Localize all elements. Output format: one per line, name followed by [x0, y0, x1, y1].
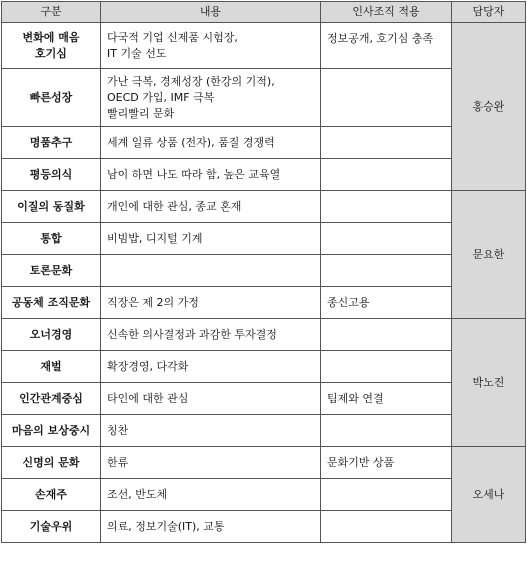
content-cell [101, 351, 321, 383]
content-line: OECD 가입, IMF 극복 [107, 90, 215, 104]
hr-application-cell [321, 191, 452, 223]
category-label: 명품추구 [29, 135, 73, 149]
hr-application-cell [321, 223, 452, 255]
category-cell [2, 69, 101, 127]
table-body [2, 23, 526, 543]
table-row [2, 159, 526, 191]
category-cell [2, 479, 101, 511]
header-manager: 담당자 [452, 2, 526, 23]
table-row [2, 415, 526, 447]
category-label: 평등의식 [29, 167, 73, 181]
manager-cell: 박노진 [452, 319, 526, 447]
table-row [2, 511, 526, 543]
category-label: 오너경영 [29, 327, 73, 341]
manager-cell: 문요한 [452, 191, 526, 319]
hr-application-cell: 종신고용 [321, 287, 452, 319]
content-line: 가난 극복, 경제성장 (한강의 기적), [107, 74, 275, 88]
category-cell [2, 319, 101, 351]
table-row [2, 255, 526, 287]
content-line: 한류 [107, 455, 129, 469]
header-row [2, 2, 526, 23]
content-line: IT 기술 선도 [107, 46, 167, 60]
hr-application-cell [321, 479, 452, 511]
table-row [2, 383, 526, 415]
category-label: 공동체 조직문화 [11, 295, 91, 309]
category-label: 마음의 보상중시 [11, 423, 91, 437]
content-cell [101, 415, 321, 447]
content-line: 빨리빨리 문화 [107, 106, 175, 120]
category-cell [2, 127, 101, 159]
header-category: 구분 [2, 2, 101, 23]
content-line: 비빔밥, 디지털 기계 [107, 231, 203, 245]
content-line: 칭찬 [107, 423, 129, 437]
table-row [2, 287, 526, 319]
hr-application-cell [321, 415, 452, 447]
table-row [2, 351, 526, 383]
content-cell [101, 191, 321, 223]
hr-application-cell [321, 159, 452, 191]
culture-table [1, 1, 526, 543]
category-label: 인간관계중심 [19, 391, 83, 405]
category-cell [2, 287, 101, 319]
category-label: 재벌 [40, 359, 62, 373]
content-cell [101, 511, 321, 543]
content-cell [101, 69, 321, 127]
hr-application-cell: 정보공개, 호기심 충족 [321, 23, 452, 69]
category-cell [2, 383, 101, 415]
category-cell [2, 255, 101, 287]
content-line: 개인에 대한 관심, 종교 혼재 [107, 199, 242, 213]
header-hr-application: 인사조직 적용 [321, 2, 452, 23]
content-line: 세계 일류 상품 (전자), 품질 경쟁력 [107, 135, 275, 149]
content-line: 다국적 기업 신제품 시험장, [107, 30, 238, 44]
table-row [2, 69, 526, 127]
header-content: 내용 [101, 2, 321, 23]
category-label: 변화에 매음 [22, 30, 80, 44]
category-label: 토론문화 [29, 263, 73, 277]
category-cell [2, 223, 101, 255]
content-line: 확장경영, 다각화 [107, 359, 189, 373]
manager-cell: 홍승완 [452, 23, 526, 191]
content-cell [101, 127, 321, 159]
hr-application-cell [321, 127, 452, 159]
content-line: 의료, 정보기술(IT), 교통 [107, 519, 225, 533]
category-cell [2, 159, 101, 191]
category-cell [2, 23, 101, 69]
category-cell [2, 415, 101, 447]
content-line: 직장은 제 2의 가정 [107, 295, 199, 309]
table-row [2, 223, 526, 255]
content-line: 타인에 대한 관심 [107, 391, 189, 405]
hr-application-cell [321, 319, 452, 351]
category-label: 통합 [40, 231, 62, 245]
content-line: 신속한 의사결정과 과감한 투자결정 [107, 327, 277, 341]
hr-application-cell [321, 351, 452, 383]
content-cell [101, 159, 321, 191]
category-label: 이질의 동질화 [17, 199, 85, 213]
hr-application-cell: 문화기반 상품 [321, 447, 452, 479]
category-cell [2, 511, 101, 543]
hr-application-cell [321, 69, 452, 127]
content-cell [101, 255, 321, 287]
content-cell [101, 319, 321, 351]
content-cell [101, 383, 321, 415]
category-cell [2, 447, 101, 479]
content-line: 남이 하면 나도 따라 함, 높은 교육열 [107, 167, 281, 181]
content-cell [101, 287, 321, 319]
table-row [2, 479, 526, 511]
hr-application-cell [321, 255, 452, 287]
category-cell [2, 351, 101, 383]
hr-application-cell: 팀제와 연결 [321, 383, 452, 415]
category-label: 기술우위 [29, 519, 73, 533]
table-row [2, 319, 526, 351]
content-cell [101, 479, 321, 511]
manager-cell: 오세나 [452, 447, 526, 543]
hr-application-cell [321, 511, 452, 543]
category-label: 손재주 [35, 487, 67, 501]
category-label: 호기심 [35, 46, 67, 60]
category-label: 빠른성장 [29, 90, 73, 104]
content-line: 조선, 반도체 [107, 487, 168, 501]
category-cell [2, 191, 101, 223]
table-row [2, 191, 526, 223]
category-label: 신명의 문화 [22, 455, 80, 469]
content-cell [101, 23, 321, 69]
content-cell [101, 447, 321, 479]
table-row [2, 127, 526, 159]
table-row [2, 23, 526, 69]
content-cell [101, 223, 321, 255]
table-row [2, 447, 526, 479]
